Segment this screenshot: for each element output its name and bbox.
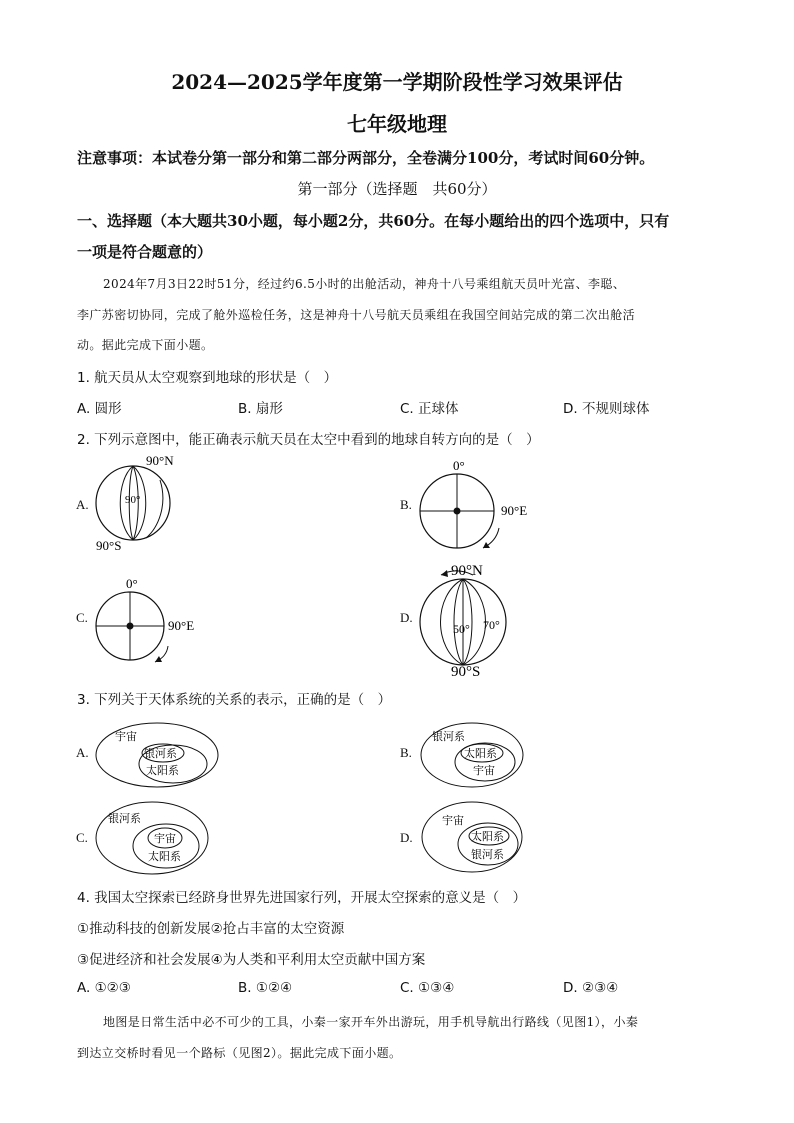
q2-c-right-label: 90°E [168, 618, 195, 633]
exam-title: 2024—2025学年度第一学期阶段性学习效果评估 [171, 70, 623, 94]
q1-option-b[interactable]: B. 扇形 [238, 401, 283, 417]
q4-option-b[interactable]: B. ①②④ [238, 980, 293, 996]
q4-stem: 4. 我国太空探索已经跻身世界先进国家行列，开展太空探索的意义是（ ） [77, 890, 527, 906]
q2-a-north-label: 90°N [146, 453, 174, 468]
q3-figure-b [419, 722, 529, 792]
section1-heading-line2: 一项是符合题意的） [77, 243, 213, 261]
q2-b-right-label: 90°E [501, 503, 528, 518]
notice: 注意事项：本试卷分第一部分和第二部分两部分，全卷满分100分，考试时间60分钟。 [77, 149, 655, 167]
q4-option-a[interactable]: A. ①②③ [77, 980, 131, 996]
q3-d-inner-label: 银河系 [471, 848, 504, 861]
q4-option-c[interactable]: C. ①③④ [400, 980, 455, 996]
q3-label-c[interactable]: C. [76, 830, 88, 845]
q3-label-b[interactable]: B. [400, 745, 412, 760]
q2-figure-c [92, 574, 217, 666]
q3-a-outer-label: 宇宙 [115, 730, 137, 743]
passage2-line1: 地图是日常生活中必不可少的工具，小秦一家开车外出游玩，用手机导航出行路线（见图1），小秦 [103, 1015, 639, 1029]
q1-option-a[interactable]: A. 圆形 [77, 401, 122, 417]
q1-option-d[interactable]: D. 不规则球体 [563, 401, 650, 417]
q2-d-north-label: 90°N [451, 563, 483, 579]
q2-figure-b [415, 456, 545, 556]
q3-d-middle-label: 太阳系 [471, 830, 504, 843]
q3-b-inner-label: 宇宙 [473, 764, 495, 777]
q2-a-south-label: 90°S [96, 538, 122, 553]
q2-figure-d [413, 557, 523, 677]
q2-d-south-label: 90°S [451, 664, 481, 677]
q3-figure-a [94, 722, 224, 792]
q2-a-inner-label: 90° [125, 494, 141, 506]
q2-label-c[interactable]: C. [76, 610, 88, 625]
q4-statement-line2: ③促进经济和社会发展④为人类和平利用太空贡献中国方案 [77, 952, 426, 968]
q2-label-a[interactable]: A. [76, 497, 89, 512]
q4-option-d[interactable]: D. ②③④ [563, 980, 619, 996]
q3-b-middle-label: 太阳系 [464, 747, 497, 760]
q3-c-inner-label: 太阳系 [148, 850, 181, 863]
exam-subtitle: 七年级地理 [347, 112, 447, 136]
q1-stem: 1. 航天员从太空观察到地球的形状是（ ） [77, 370, 338, 386]
q2-c-top-label: 0° [126, 576, 138, 591]
q3-c-middle-label: 宇宙 [154, 832, 176, 845]
q2-figure-a [88, 450, 188, 555]
q3-a-middle-label: 银河系 [144, 747, 177, 760]
section1-heading-line1: 一、选择题（本大题共30小题，每小题2分，共60分。在每小题给出的四个选项中，只有 [77, 212, 670, 230]
passage1-line1: 2024年7月3日22时51分，经过约6.5小时的出舱活动，神舟十八号乘组航天员叶光富、李聪、 [103, 277, 626, 291]
q2-label-d[interactable]: D. [400, 610, 413, 625]
passage1-line2: 李广苏密切协同，完成了舱外巡检任务，这是神舟十八号航天员乘组在我国空间站完成的第二次出舱活 [77, 308, 636, 322]
q4-statement-line1: ①推动科技的创新发展②抢占丰富的太空资源 [77, 921, 345, 937]
q3-c-outer-label: 银河系 [108, 812, 141, 825]
q2-b-top-label: 0° [453, 458, 465, 473]
q3-d-outer-label: 宇宙 [442, 814, 464, 827]
q3-b-outer-label: 银河系 [432, 730, 465, 743]
q2-d-inner2-label: 70° [483, 618, 500, 632]
q2-label-b[interactable]: B. [400, 497, 412, 512]
q3-figure-d [420, 800, 530, 876]
q3-label-d[interactable]: D. [400, 830, 413, 845]
passage2-line2: 到达立交桥时看见一个路标（见图2）。据此完成下面小题。 [77, 1046, 402, 1060]
q3-a-inner-label: 太阳系 [146, 764, 179, 777]
q3-label-a[interactable]: A. [76, 745, 89, 760]
q2-d-inner1-label: 50° [453, 622, 470, 636]
q1-option-c[interactable]: C. 正球体 [400, 401, 459, 417]
q2-stem: 2. 下列示意图中，能正确表示航天员在太空中看到的地球自转方向的是（ ） [77, 432, 540, 448]
part1-title: 第一部分（选择题 共60分） [297, 180, 497, 198]
passage1-line3: 动。据此完成下面小题。 [77, 338, 214, 352]
q3-stem: 3. 下列关于天体系统的关系的表示，正确的是（ ） [77, 692, 392, 708]
q3-figure-c [94, 800, 214, 878]
